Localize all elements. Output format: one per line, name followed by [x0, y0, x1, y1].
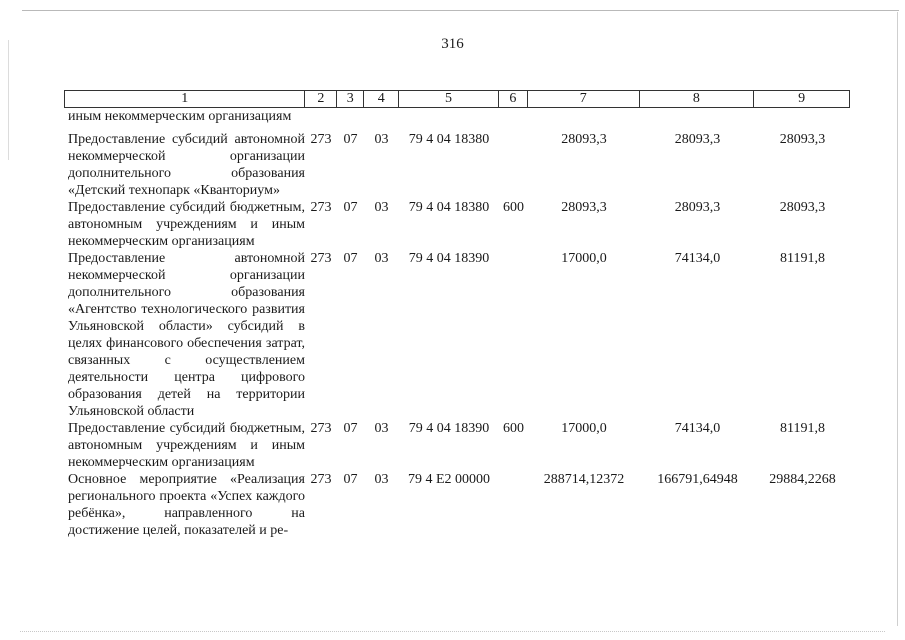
row-col-9: 81191,8 — [780, 421, 825, 436]
table-row — [64, 471, 850, 539]
row-col-4: 03 — [374, 421, 389, 436]
row-col-2: 273 — [310, 132, 332, 147]
page-edge-left — [8, 40, 9, 160]
table-row — [64, 420, 850, 471]
row-col-6 — [499, 250, 528, 420]
table-body — [64, 108, 850, 539]
row-col-6 — [499, 108, 528, 125]
row-col-4: 03 — [374, 472, 389, 487]
row-col-8: 166791,64948 — [657, 472, 738, 487]
row-col-8 — [640, 108, 755, 125]
row-col-7: 28093,3 — [561, 200, 607, 215]
row-col-4: 03 — [374, 200, 389, 215]
header-col-1: 1 — [65, 91, 305, 107]
row-col-7: 17000,0 — [561, 421, 607, 436]
row-col-3: 07 — [343, 132, 358, 147]
table-header — [64, 90, 850, 108]
row-col-9: 81191,8 — [780, 251, 825, 266]
header-col-2: 2 — [305, 91, 337, 107]
row-col-6: 600 — [503, 200, 524, 215]
row-col-3: 07 — [343, 251, 358, 266]
row-col-4 — [364, 108, 399, 125]
row-col-3: 07 — [343, 472, 358, 487]
row-col-2: 273 — [310, 472, 332, 487]
row-col-2: 273 — [310, 251, 332, 266]
row-col-8: 74134,0 — [674, 251, 721, 266]
row-col-7: 288714,12372 — [543, 472, 625, 487]
row-col-7 — [528, 108, 640, 125]
header-col-3: 3 — [337, 91, 364, 107]
row-name: Предоставление автономной некоммерческой организации дополнительного образования «Агентство технологического развития Ульяновской области» субсидий в целях финансового обеспечения затрат, связанных с осуществлением деятельности центра цифрового образования детей на территории Ульяновской области — [68, 251, 305, 419]
row-name: Предоставление субсидий бюджетным, автономным учреждениям и иным некоммерческим организациям — [68, 421, 305, 470]
row-col-5 — [399, 108, 499, 125]
row-col-3: 07 — [343, 200, 358, 215]
row-col-5: 79 4 04 18380 — [408, 132, 490, 147]
row-col-3: 07 — [343, 421, 358, 436]
row-col-5: 79 4 04 18380 — [408, 200, 490, 215]
row-col-8: 28093,3 — [674, 132, 721, 147]
row-col-4: 03 — [374, 132, 389, 147]
page-edge-right — [897, 12, 898, 626]
header-col-7: 7 — [528, 91, 640, 107]
row-col-4: 03 — [374, 251, 389, 266]
row-col-5: 79 4 04 18390 — [408, 251, 490, 266]
header-col-6: 6 — [499, 91, 528, 107]
header-col-5: 5 — [399, 91, 499, 107]
table-row — [64, 108, 850, 125]
row-col-8: 28093,3 — [674, 200, 721, 215]
header-col-8: 8 — [640, 91, 755, 107]
header-col-9: 9 — [798, 91, 806, 106]
table-row — [64, 131, 850, 199]
table-row — [64, 199, 850, 250]
row-col-5: 79 4 E2 00000 — [407, 472, 491, 487]
row-col-9 — [755, 108, 850, 125]
row-name: Основное мероприятие «Реализация регионального проекта «Успех каждого ребёнка», направленного на достижение целей, показателей и ре- — [68, 472, 305, 538]
header-col-4: 4 — [364, 91, 399, 107]
row-col-6 — [499, 471, 528, 539]
row-name: Предоставление субсидий автономной некоммерческой организации дополнительного образования «Детский технопарк «Кванториум» — [68, 132, 305, 198]
row-col-7: 28093,3 — [561, 132, 607, 147]
page-number: 316 — [441, 36, 464, 52]
table-row — [64, 250, 850, 420]
scan-edge-bottom — [20, 631, 885, 634]
row-col-9: 29884,2268 — [769, 472, 836, 487]
row-col-8: 74134,0 — [674, 421, 721, 436]
row-col-7: 17000,0 — [561, 251, 607, 266]
row-col-2 — [305, 108, 337, 125]
row-name: иным некоммерческим организациям — [68, 109, 292, 124]
row-col-3 — [337, 108, 364, 125]
row-name: Предоставление субсидий бюджетным, автономным учреждениям и иным некоммерческим организациям — [68, 200, 305, 249]
row-col-5: 79 4 04 18390 — [408, 421, 490, 436]
row-col-9: 28093,3 — [779, 132, 826, 147]
row-col-6: 600 — [503, 421, 524, 436]
row-col-2: 273 — [310, 421, 332, 436]
row-col-6 — [499, 131, 528, 199]
row-col-2: 273 — [310, 200, 332, 215]
row-col-9: 28093,3 — [779, 200, 826, 215]
page-edge-top — [22, 10, 899, 11]
